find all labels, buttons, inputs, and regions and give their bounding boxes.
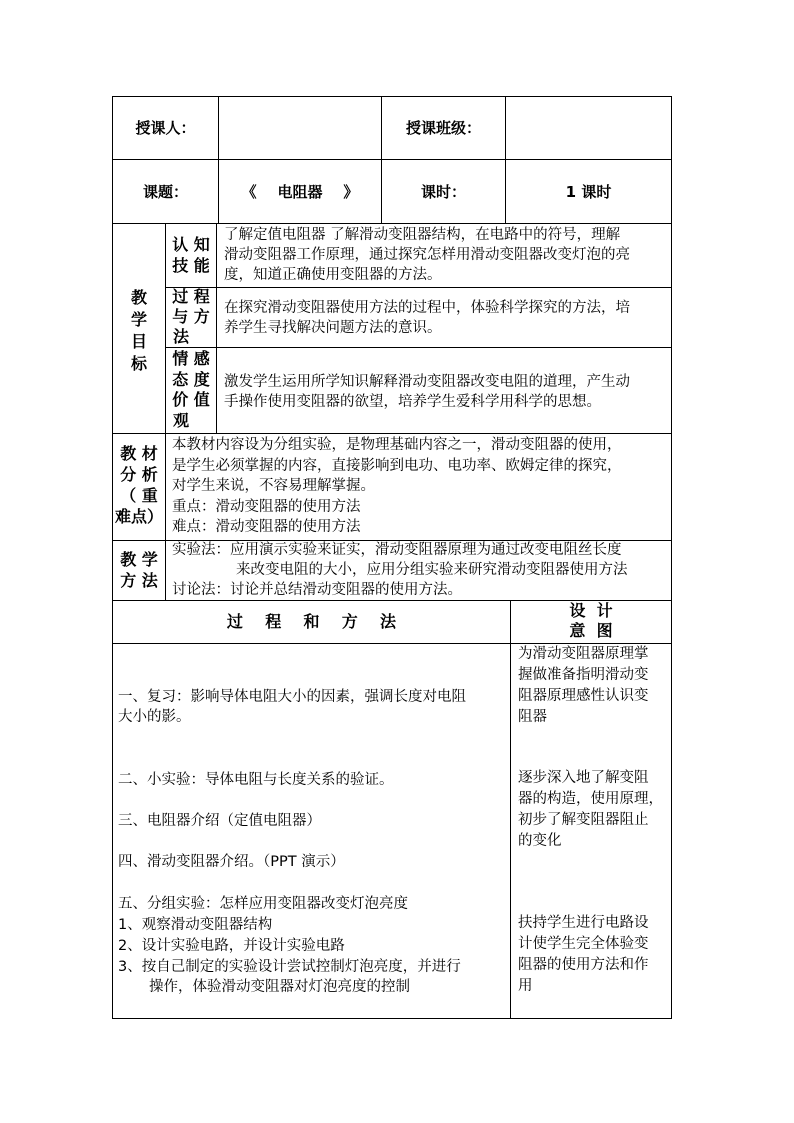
process-item: 三、电阻器介绍（定值电阻器） xyxy=(118,813,321,829)
objective-category-emotion xyxy=(166,349,216,431)
col-divider xyxy=(218,96,219,224)
label-line: 方 法 xyxy=(120,571,158,590)
label-line: 分 析 xyxy=(120,465,158,484)
objective-category-cognitive xyxy=(166,234,216,276)
text-line: 为滑动变阻器原理掌 xyxy=(518,646,649,662)
col-divider xyxy=(216,223,217,434)
text-line: 阻器的使用方法和作 xyxy=(518,957,649,973)
objective-text-emotion xyxy=(224,372,630,412)
row-divider xyxy=(112,159,672,160)
header-line: 设 计 xyxy=(569,601,613,620)
row-divider xyxy=(165,347,672,348)
objectives-label-char: 教 xyxy=(130,288,147,307)
process-item: 大小的影。 xyxy=(118,709,191,725)
col-divider xyxy=(381,96,382,224)
category-line: 技 能 xyxy=(172,256,210,275)
objectives-label-char: 标 xyxy=(130,354,147,373)
category-line: 过 程 xyxy=(172,287,210,306)
hours-value: 1 课时 xyxy=(565,183,612,201)
text-line: 难点：滑动变阻器的使用方法 xyxy=(172,519,361,535)
objectives-label-char: 学 xyxy=(130,310,147,329)
text-line: 的变化 xyxy=(518,833,562,849)
text-line: 阻器原理感性认识变 xyxy=(518,688,649,704)
objective-category-process xyxy=(166,287,216,347)
text-line: 了解定值电阻器 了解滑动变阻器结构，在电路中的符号，理解 xyxy=(224,227,621,243)
header-line: 意 图 xyxy=(569,621,613,640)
category-line: 观 xyxy=(173,410,190,430)
label-line: 难点） xyxy=(114,507,163,526)
text-line: 在探究滑动变阻器使用方法的过程中，体验科学探究的方法，培 xyxy=(224,300,630,316)
col-divider xyxy=(505,96,506,224)
objective-text-cognitive xyxy=(224,225,630,285)
process-item: 五、分组实验：怎样应用变阻器改变灯泡亮度 xyxy=(118,896,408,912)
text-line: 初步了解变阻器阻止 xyxy=(518,812,649,828)
text-line: 是学生必须掌握的内容，直接影响到电功、电功率、欧姆定律的探究， xyxy=(172,457,622,474)
process-item: 1、观察滑动变阻器结构 xyxy=(118,917,273,933)
intent-header xyxy=(511,601,671,641)
text-line: 阻器 xyxy=(518,709,547,725)
process-item: 3、按自己制定的实验设计尝试控制灯泡亮度，并进行 xyxy=(118,959,461,975)
topic-label: 课题： xyxy=(142,183,188,201)
objectives-label xyxy=(113,287,165,375)
text-line: 计使学生完全体验变 xyxy=(518,936,649,952)
intent-block xyxy=(518,768,663,852)
process-item: 操作，体验滑动变阻器对灯泡亮度的控制 xyxy=(149,979,410,995)
row-divider xyxy=(112,433,672,434)
text-line: 本教材内容设为分组实验，是物理基础内容之一，滑动变阻器的使用， xyxy=(172,437,622,453)
label-line: 教 材 xyxy=(120,444,158,463)
intent-block xyxy=(518,644,649,728)
category-line: 态 度 xyxy=(172,369,210,389)
process-header: 过 程 和 方 法 xyxy=(226,612,397,631)
process-item: 二、小实验：导体电阻与长度关系的验证。 xyxy=(118,772,394,788)
text-line: 扶持学生进行电路设 xyxy=(518,915,649,931)
topic-value: 《 电阻器 》 xyxy=(241,183,359,201)
text-line: 滑动变阻器工作原理，通过探究怎样用滑动变阻器改变灯泡的亮 xyxy=(224,247,630,263)
text-line: 重点：滑动变阻器的使用方法 xyxy=(172,498,361,515)
category-line: 价 值 xyxy=(172,390,210,409)
process-item: 一、复习：影响导体电阻大小的因素，强调长度对电阻 xyxy=(118,689,466,705)
text-line: 度，知道正确使用变阻器的方法。 xyxy=(224,267,442,283)
analysis-text xyxy=(172,435,622,538)
teacher-label: 授课人： xyxy=(135,119,196,137)
table-border-top xyxy=(112,96,672,97)
method-text xyxy=(172,540,628,600)
row-divider xyxy=(165,287,672,288)
method-label xyxy=(113,549,165,591)
text-line: 来改变电阻的大小，应用分组实验来研究滑动变阻器使用方法 xyxy=(236,562,628,578)
analysis-label xyxy=(113,443,165,527)
text-line: 手操作使用变阻器的欲望，培养学生爱科学用科学的思想。 xyxy=(224,394,601,410)
text-line: 养学生寻找解决问题方法的意识。 xyxy=(224,320,442,336)
text-line: 器的构造，使用原理， xyxy=(518,791,663,807)
text-line: 握做准备指明滑动变 xyxy=(518,667,649,683)
category-line: 情 感 xyxy=(172,349,210,368)
category-line: 与 方 xyxy=(172,307,210,326)
label-line: （ 重 xyxy=(120,486,158,505)
text-line: 逐步深入地了解变阻 xyxy=(518,770,649,786)
text-line: 讨论法：讨论并总结滑动变阻器的使用方法。 xyxy=(172,582,462,598)
process-item: 四、滑动变阻器介绍。（PPT 演示） xyxy=(118,854,345,870)
label-line: 教 学 xyxy=(120,550,158,569)
hours-label: 课时： xyxy=(420,183,466,201)
process-item: 2、设计实验电路，并设计实验电路 xyxy=(118,938,345,954)
text-line: 实验法：应用演示实验来证实，滑动变阻器原理为通过改变电阻丝长度 xyxy=(172,542,622,558)
class-label: 授课班级： xyxy=(405,119,481,137)
row-divider xyxy=(112,223,672,224)
category-line: 法 xyxy=(173,327,190,346)
objectives-label-char: 目 xyxy=(130,332,147,351)
table-border-bottom xyxy=(112,1018,672,1019)
category-line: 认 知 xyxy=(172,235,210,254)
objective-text-process xyxy=(224,298,630,338)
text-line: 对学生来说，不容易理解掌握。 xyxy=(172,478,375,494)
text-line: 激发学生运用所学知识解释滑动变阻器改变电阻的道理，产生动 xyxy=(224,374,630,390)
table-border-right xyxy=(671,96,672,1019)
intent-block xyxy=(518,913,649,997)
col-divider xyxy=(165,433,166,601)
col-divider xyxy=(510,600,511,1019)
text-line: 用 xyxy=(518,978,533,994)
